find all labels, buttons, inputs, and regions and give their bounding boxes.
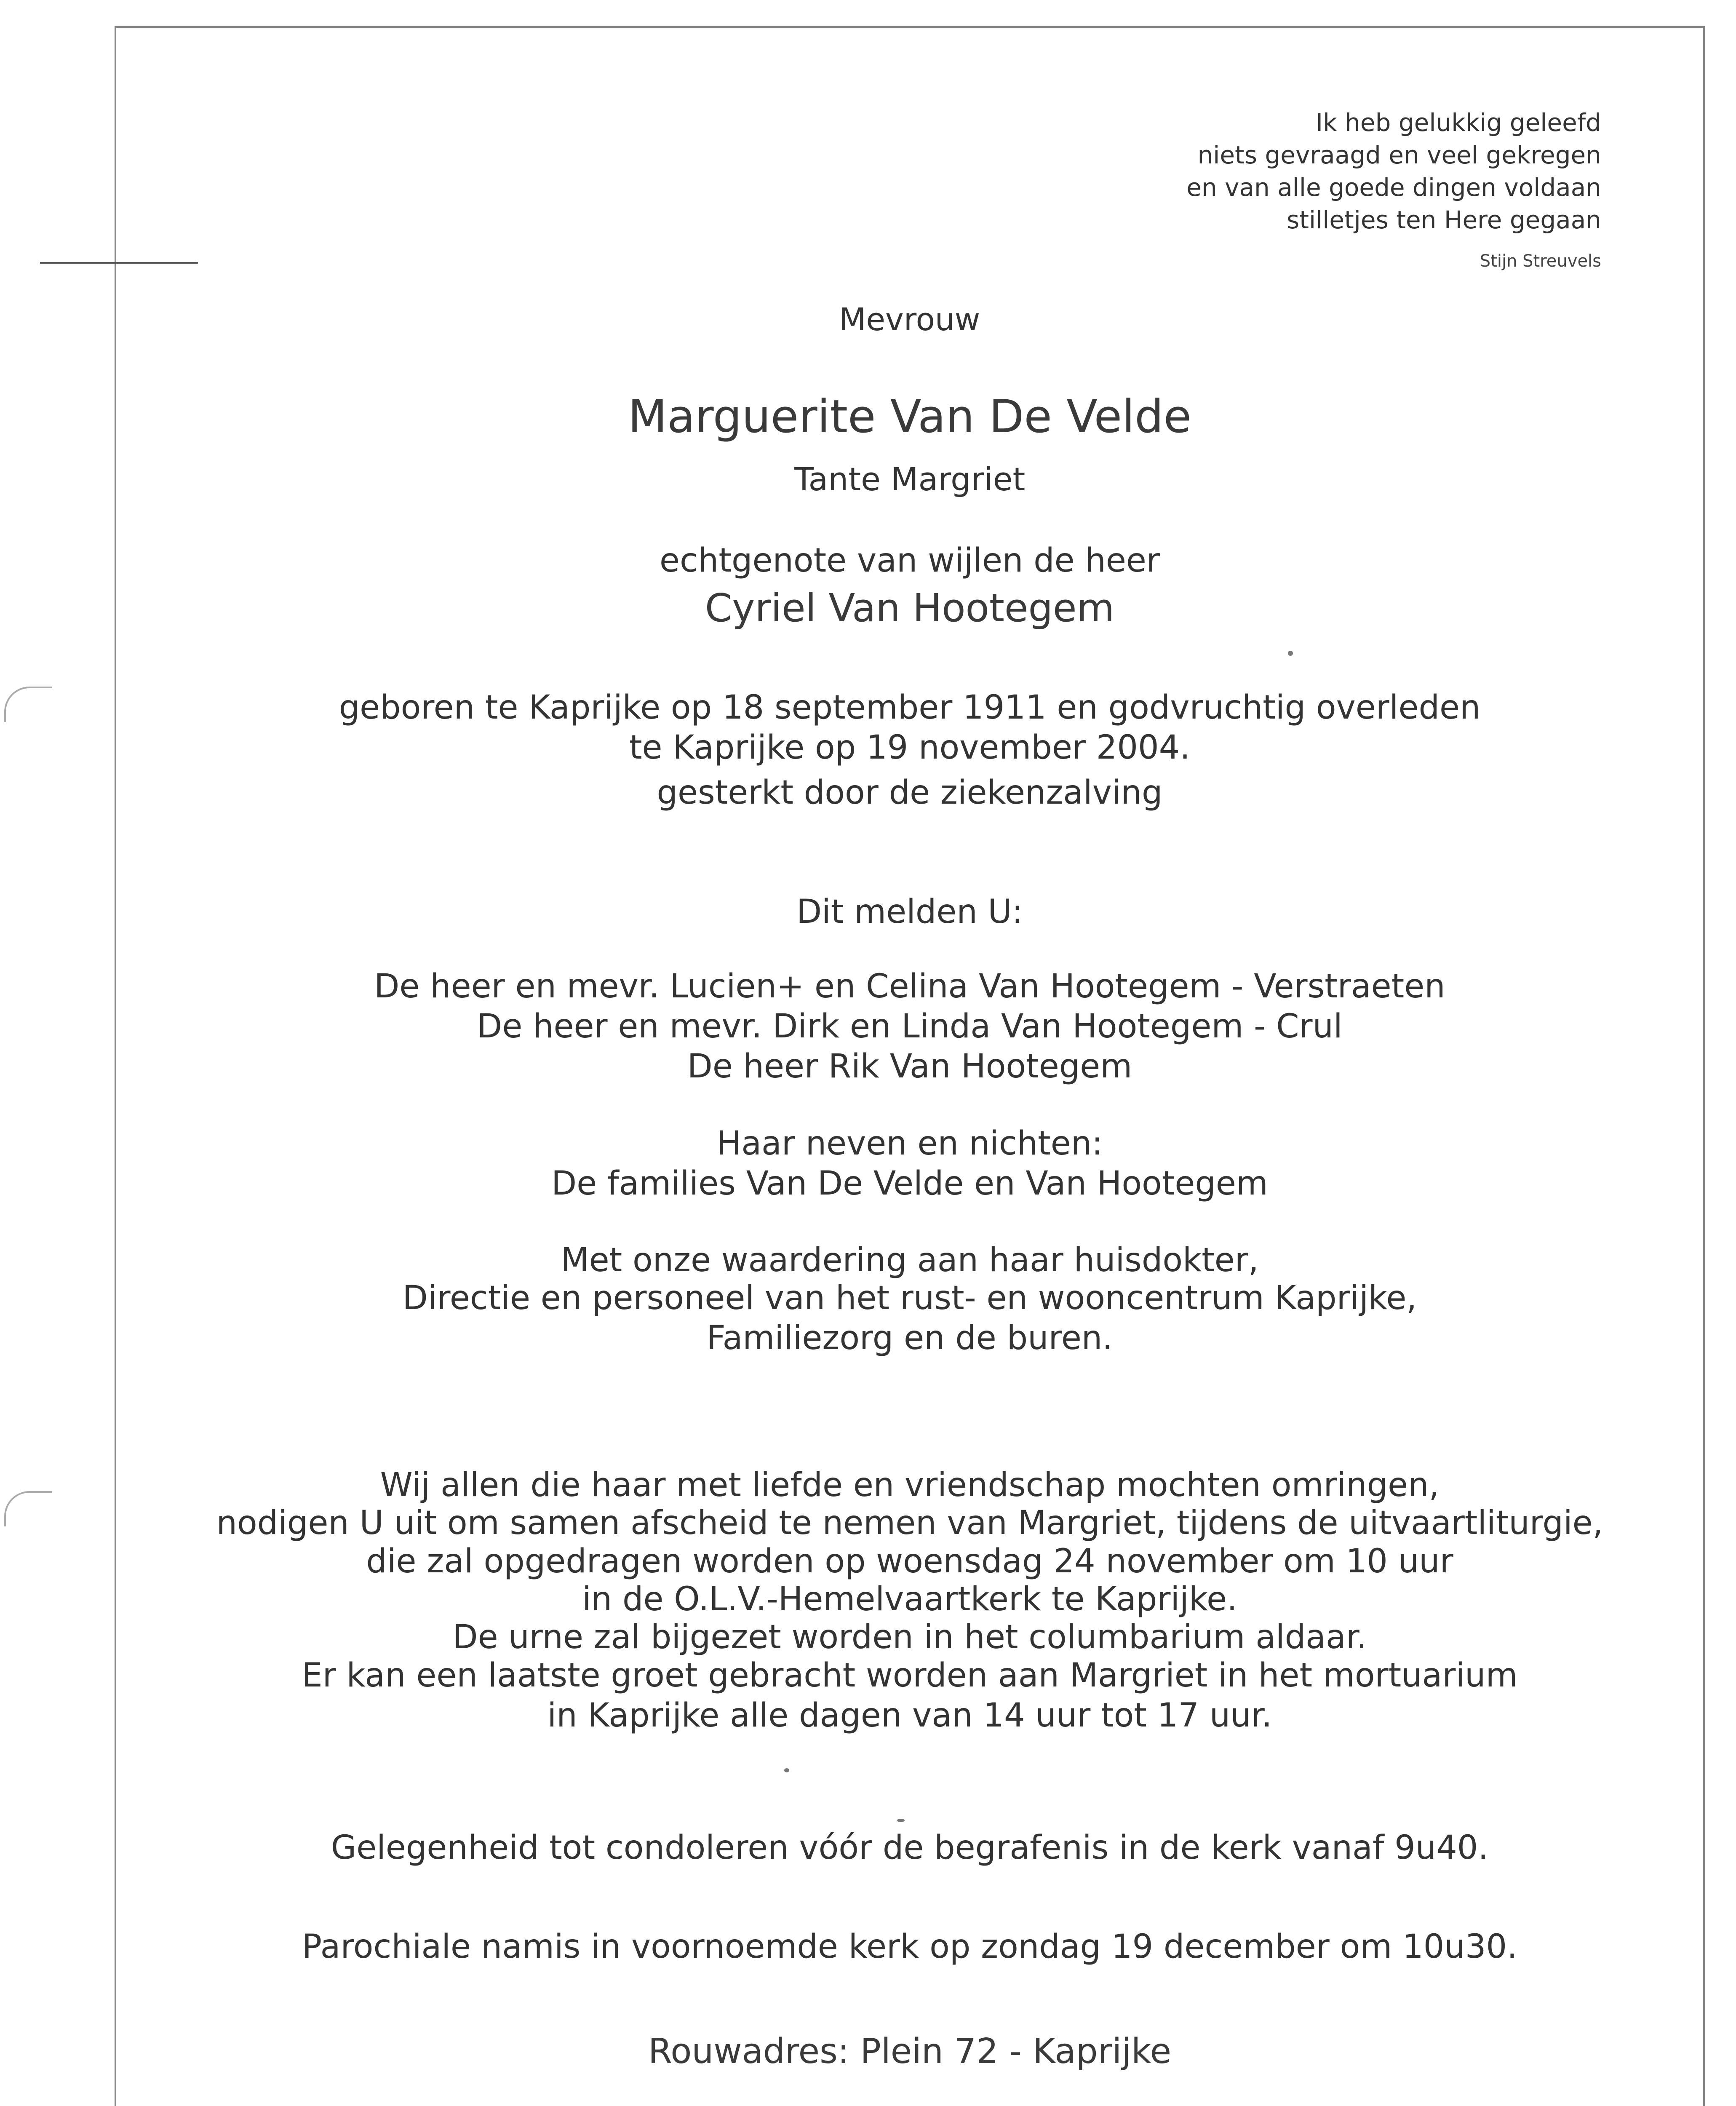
relatives-line-1: Haar neven en nichten: — [716, 1125, 1103, 1163]
funeral-line-2: nodigen U uit om samen afscheid te nemen van Margriet, tijdens de uitvaartliturgie, — [216, 1504, 1603, 1542]
cross-mark-horizontal — [40, 262, 198, 264]
condolences: Gelegenheid tot condoleren vóór de begrafenis in de kerk vanaf 9u40. — [331, 1829, 1489, 1867]
life-line-2: te Kaprijke op 19 november 2004. — [629, 729, 1191, 767]
scan-mark-middle — [4, 1491, 52, 1526]
funeral-line-6: Er kan een laatste groet gebracht worden aan Margriet in het mortuarium — [302, 1657, 1518, 1694]
deceased-nickname: Tante Margriet — [794, 460, 1026, 498]
funeral-line-4: in de O.L.V.-Hemelvaartkerk te Kaprijke. — [582, 1580, 1237, 1618]
speck-1 — [1288, 651, 1293, 656]
poem-line-3: en van alle goede dingen voldaan — [1186, 173, 1601, 202]
funeral-line-7: in Kaprijke alle dagen van 14 uur tot 17 uur. — [547, 1697, 1272, 1735]
gratitude-line-1: Met onze waardering aan haar huisdokter, — [561, 1241, 1259, 1279]
announcement-intro: Dit melden U: — [796, 893, 1023, 931]
relatives-line-2: De families Van De Velde en Van Hootegem — [551, 1165, 1268, 1203]
speck-3 — [897, 1819, 905, 1822]
life-line-3: gesterkt door de ziekenzalving — [657, 774, 1163, 812]
gratitude-line-2: Directie en personeel van het rust- en wooncentrum Kaprijke, — [402, 1279, 1417, 1317]
scan-mark-top — [4, 687, 52, 722]
funeral-line-5: De urne zal bijgezet worden in het columbarium aldaar. — [452, 1618, 1367, 1656]
funeral-line-3: die zal opgedragen worden op woensdag 24 november om 10 uur — [366, 1542, 1453, 1580]
spouse-intro: echtgenote van wijlen de heer — [660, 542, 1160, 580]
life-line-1: geboren te Kaprijke op 18 september 1911 en godvruchtig overleden — [339, 689, 1481, 727]
poem-line-4: stilletjes ten Here gegaan — [1287, 206, 1601, 234]
poem-author: Stijn Streuvels — [1480, 251, 1601, 271]
funeral-line-1: Wij allen die haar met liefde en vriendschap mochten omringen, — [380, 1466, 1440, 1504]
gratitude-line-3: Familiezorg en de buren. — [706, 1319, 1113, 1357]
family-line-2: De heer en mevr. Dirk en Linda Van Hootegem - Crul — [477, 1008, 1343, 1045]
deceased-title: Mevrouw — [839, 302, 980, 338]
family-line-1: De heer en mevr. Lucien+ en Celina Van Hootegem - Verstraeten — [374, 967, 1445, 1005]
deceased-name: Marguerite Van De Velde — [628, 390, 1192, 443]
funeral-address: Rouwadres: Plein 72 - Kaprijke — [648, 2031, 1172, 2071]
spouse-name: Cyriel Van Hootegem — [705, 585, 1115, 631]
poem-line-2: niets gevraagd en veel gekregen — [1197, 141, 1601, 169]
speck-2 — [784, 1768, 789, 1772]
parish-mass: Parochiale namis in voornoemde kerk op zondag 19 december om 10u30. — [302, 1928, 1517, 1966]
family-line-3: De heer Rik Van Hootegem — [687, 1048, 1132, 1085]
poem-line-1: Ik heb gelukkig geleefd — [1316, 108, 1601, 137]
